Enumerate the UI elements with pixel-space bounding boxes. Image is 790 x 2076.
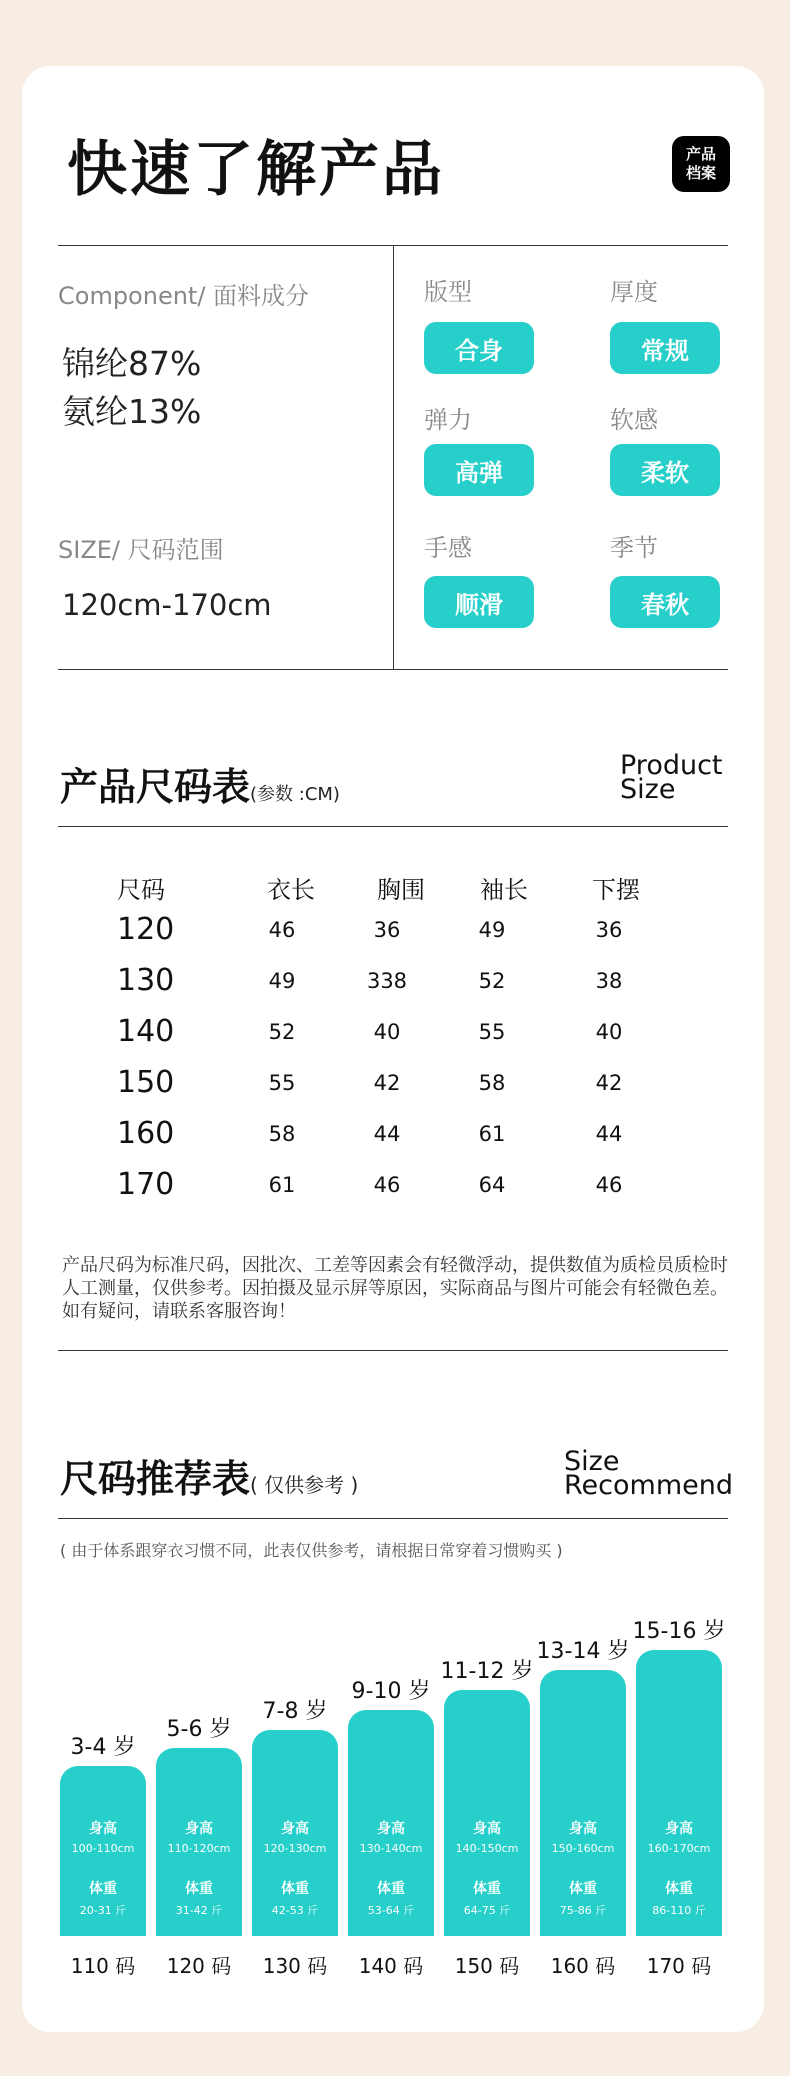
recommend-bar xyxy=(444,1690,530,1936)
measurement-cell: 46 xyxy=(595,1173,623,1197)
measurement-cell: 58 xyxy=(268,1122,296,1146)
component-line-1: 锦纶87% xyxy=(62,344,202,383)
measurement-cell: 46 xyxy=(268,918,296,942)
height-value: 120-130cm xyxy=(263,1842,327,1855)
measurement-cell: 40 xyxy=(373,1020,401,1044)
recommend-title: 尺码推荐表 xyxy=(60,1457,251,1501)
height-value: 160-170cm xyxy=(647,1842,711,1855)
size-table-note: 产品尺码为标准尺码，因批次、工差等因素会有轻微浮动，提供数值为质检员质检时人工测量，仅供参考。因拍摄及显示屏等原因，实际商品与图片可能会有轻微色差。如有疑问，请联系客服咨询！ xyxy=(62,1255,728,1322)
size-code: 160 码 xyxy=(550,1954,616,1978)
measurement-cell: 36 xyxy=(373,918,401,942)
weight-value: 64-75 斤 xyxy=(463,1904,511,1917)
eng-line-2: Size xyxy=(620,774,676,805)
weight-label: 体重 xyxy=(569,1881,597,1897)
property-pill-fit: 合身 xyxy=(424,322,534,374)
height-label: 身高 xyxy=(89,1821,117,1837)
measurement-cell: 49 xyxy=(268,969,296,993)
column-divider xyxy=(393,245,394,669)
height-value: 150-160cm xyxy=(551,1842,615,1855)
size-code: 170 码 xyxy=(646,1954,712,1978)
property-label-thickness: 厚度 xyxy=(610,278,658,306)
age-label: 13-14 岁 xyxy=(536,1639,630,1664)
component-line-2: 氨纶13% xyxy=(62,392,202,431)
eng-line-1: Size xyxy=(564,1446,620,1477)
property-label-fit: 版型 xyxy=(424,278,472,306)
measurement-cell: 40 xyxy=(595,1020,623,1044)
size-code: 130 码 xyxy=(262,1954,328,1978)
size-range-label: SIZE/ 尺码范围 xyxy=(58,536,224,564)
height-label: 身高 xyxy=(665,1821,693,1837)
product-card xyxy=(22,66,764,2032)
age-label: 7-8 岁 xyxy=(262,1699,328,1724)
measurement-cell: 42 xyxy=(595,1071,623,1095)
property-pill-softness: 柔软 xyxy=(610,444,720,496)
weight-label: 体重 xyxy=(377,1881,405,1897)
weight-value: 31-42 斤 xyxy=(175,1904,223,1917)
weight-value: 86-110 斤 xyxy=(652,1904,706,1917)
age-label: 9-10 岁 xyxy=(351,1679,431,1704)
height-value: 140-150cm xyxy=(455,1842,519,1855)
measurement-cell: 61 xyxy=(478,1122,506,1146)
size-cell: 170 xyxy=(117,1167,175,1202)
size-cell: 120 xyxy=(117,912,175,947)
weight-value: 53-64 斤 xyxy=(367,1904,415,1917)
recommend-bar xyxy=(636,1650,722,1936)
measurement-cell: 52 xyxy=(268,1020,296,1044)
age-label: 15-16 岁 xyxy=(632,1619,726,1644)
badge-line-1: 产品 xyxy=(685,145,716,163)
height-label: 身高 xyxy=(185,1821,213,1837)
property-pill-season: 春秋 xyxy=(610,576,720,628)
size-table-title: 产品尺码表 xyxy=(60,765,251,809)
property-label-elasticity: 弹力 xyxy=(424,406,472,434)
size-code: 110 码 xyxy=(70,1954,136,1978)
page-title: 快速了解产品 xyxy=(67,135,445,205)
age-label: 11-12 岁 xyxy=(440,1659,534,1684)
badge-line-2: 档案 xyxy=(685,164,716,182)
height-label: 身高 xyxy=(569,1821,597,1837)
weight-label: 体重 xyxy=(665,1881,693,1897)
recommend-bar xyxy=(252,1730,338,1936)
size-table-eng-title xyxy=(620,750,723,805)
measurement-cell: 55 xyxy=(478,1020,506,1044)
divider xyxy=(58,1350,728,1351)
measurement-cell: 58 xyxy=(478,1071,506,1095)
property-pill-elasticity: 高弹 xyxy=(424,444,534,496)
size-table-heading xyxy=(60,756,340,811)
col-header-chest: 胸围 xyxy=(377,876,425,904)
measurement-cell: 55 xyxy=(268,1071,296,1095)
measurement-cell: 38 xyxy=(595,969,623,993)
profile-badge xyxy=(672,136,730,192)
size-code: 120 码 xyxy=(166,1954,232,1978)
recommend-bar xyxy=(348,1710,434,1936)
recommend-subtitle: ( 仅供参考 ) xyxy=(250,1473,359,1497)
col-header-length: 衣长 xyxy=(267,876,315,904)
weight-value: 75-86 斤 xyxy=(559,1904,607,1917)
recommend-bar xyxy=(156,1748,242,1936)
age-label: 3-4 岁 xyxy=(70,1735,136,1760)
component-label: Component/ 面料成分 xyxy=(58,282,310,310)
measurement-cell: 44 xyxy=(595,1122,623,1146)
size-cell: 150 xyxy=(117,1065,175,1100)
size-cell: 140 xyxy=(117,1014,175,1049)
measurement-cell: 61 xyxy=(268,1173,296,1197)
divider xyxy=(58,1518,728,1519)
size-cell: 130 xyxy=(117,963,175,998)
height-label: 身高 xyxy=(377,1821,405,1837)
measurement-cell: 338 xyxy=(366,969,408,993)
eng-line-2: Recommend xyxy=(564,1470,733,1501)
measurement-cell: 49 xyxy=(478,918,506,942)
height-label: 身高 xyxy=(473,1821,501,1837)
height-label: 身高 xyxy=(281,1821,309,1837)
size-cell: 160 xyxy=(117,1116,175,1151)
col-header-hem: 下摆 xyxy=(592,876,640,904)
divider xyxy=(58,669,728,670)
recommend-eng-title xyxy=(564,1446,733,1501)
measurement-cell: 44 xyxy=(373,1122,401,1146)
recommend-heading xyxy=(60,1448,358,1503)
measurement-cell: 52 xyxy=(478,969,506,993)
property-label-softness: 软感 xyxy=(610,406,658,434)
size-range-value: 120cm-170cm xyxy=(62,588,272,622)
height-value: 110-120cm xyxy=(167,1842,231,1855)
weight-label: 体重 xyxy=(89,1881,117,1897)
size-table-subtitle: (参数 :CM) xyxy=(250,784,340,805)
size-code: 140 码 xyxy=(358,1954,424,1978)
measurement-cell: 46 xyxy=(373,1173,401,1197)
height-value: 100-110cm xyxy=(71,1842,135,1855)
age-label: 5-6 岁 xyxy=(166,1717,232,1742)
measurement-cell: 64 xyxy=(478,1173,506,1197)
size-code: 150 码 xyxy=(454,1954,520,1978)
recommend-note: ( 由于体系跟穿衣习惯不同，此表仅供参考，请根据日常穿着习惯购买 ) xyxy=(60,1541,563,1560)
recommend-bar xyxy=(540,1670,626,1936)
height-value: 130-140cm xyxy=(359,1842,423,1855)
measurement-cell: 42 xyxy=(373,1071,401,1095)
weight-value: 20-31 斤 xyxy=(79,1904,127,1917)
property-pill-thickness: 常规 xyxy=(610,322,720,374)
property-label-feel: 手感 xyxy=(424,534,472,562)
weight-label: 体重 xyxy=(185,1881,213,1897)
divider xyxy=(58,826,728,827)
col-header-size: 尺码 xyxy=(117,876,165,904)
property-label-season: 季节 xyxy=(610,534,658,562)
property-pill-feel: 顺滑 xyxy=(424,576,534,628)
weight-label: 体重 xyxy=(473,1881,501,1897)
measurement-cell: 36 xyxy=(595,918,623,942)
col-header-sleeve: 袖长 xyxy=(480,876,528,904)
weight-value: 42-53 斤 xyxy=(271,1904,319,1917)
eng-line-1: Product xyxy=(620,750,723,781)
weight-label: 体重 xyxy=(281,1881,309,1897)
recommend-bar xyxy=(60,1766,146,1936)
